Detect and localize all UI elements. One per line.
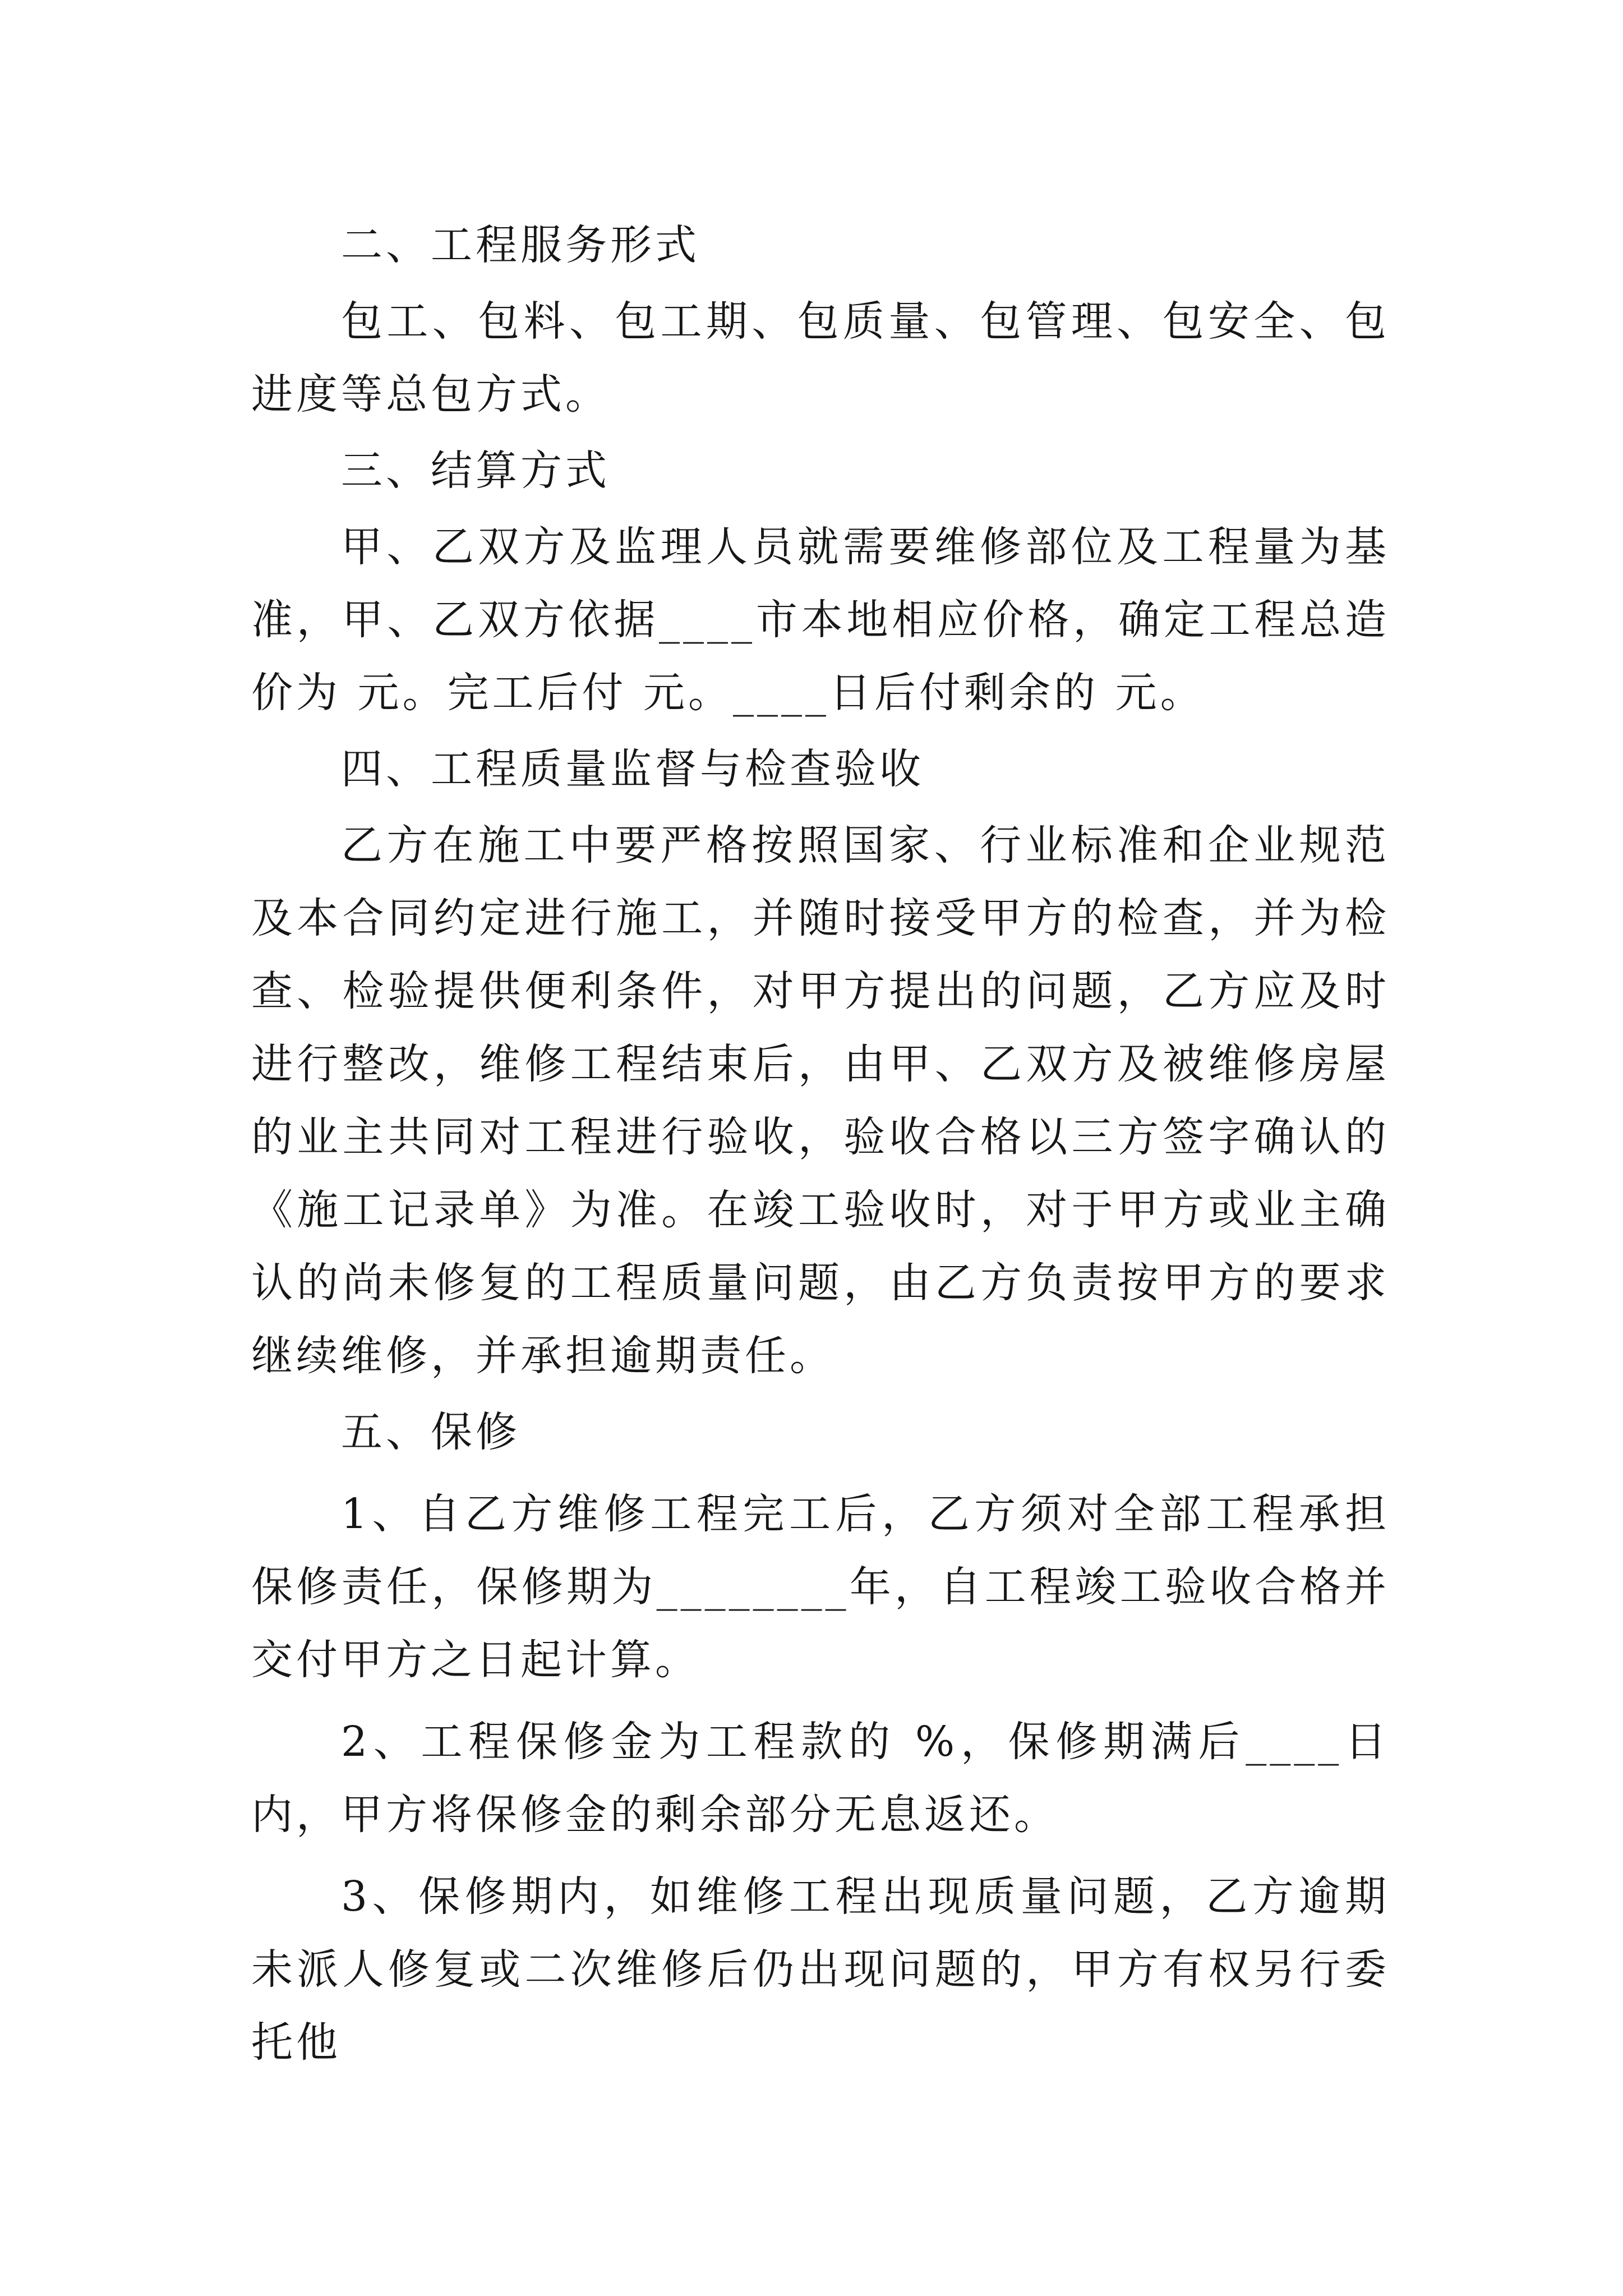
paragraph-warranty-2: 2、工程保修金为工程款的 %，保修期满后____日内，甲方将保修金的剩余部分无息返还。 <box>251 1718 1390 1839</box>
paragraph-service-form: 包工、包料、包工期、包质量、包管理、包安全、包进度等总包方式。 <box>251 297 1390 418</box>
paragraph-settlement: 甲、乙双方及监理人员就需要维修部位及工程量为基准，甲、乙双方依据____市本地相应价格，确定工程总造价为 元。完工后付 元。____日后付剩余的 元。 <box>251 523 1390 717</box>
paragraph-quality-inspection: 乙方在施工中要严格按照国家、行业标准和企业规范及本合同约定进行施工，并随时接受甲方的检查，并为检查、检验提供便利条件，对甲方提出的问题，乙方应及时进行整改，维修工程结束后，由甲、乙双方及被维修房屋的业主共同对工程进行验收，验收合格以三方签字确认的《施工记录单》为准。在竣工验收时，对于甲方或业主确认的尚未修复的工程质量问题，由乙方负责按甲方的要求继续维修，并承担逾期责任。 <box>251 821 1390 1380</box>
paragraph-warranty-3: 3、保修期内，如维修工程出现质量问题，乙方逾期未派人修复或二次维修后仍出现问题的，甲方有权另行委托他 <box>251 1872 1390 2067</box>
document-body <box>251 209 1390 2079</box>
section-heading-service-form: 二、工程服务形式 <box>341 221 700 269</box>
section-heading-warranty: 五、保修 <box>341 1408 520 1456</box>
paragraph-warranty-1: 1、自乙方维修工程完工后，乙方须对全部工程承担保修责任，保修期为________年，自工程竣工验收合格并交付甲方之日起计算。 <box>251 1490 1390 1684</box>
section-heading-quality-inspection: 四、工程质量监督与检查验收 <box>341 745 924 793</box>
section-heading-settlement: 三、结算方式 <box>341 447 610 495</box>
